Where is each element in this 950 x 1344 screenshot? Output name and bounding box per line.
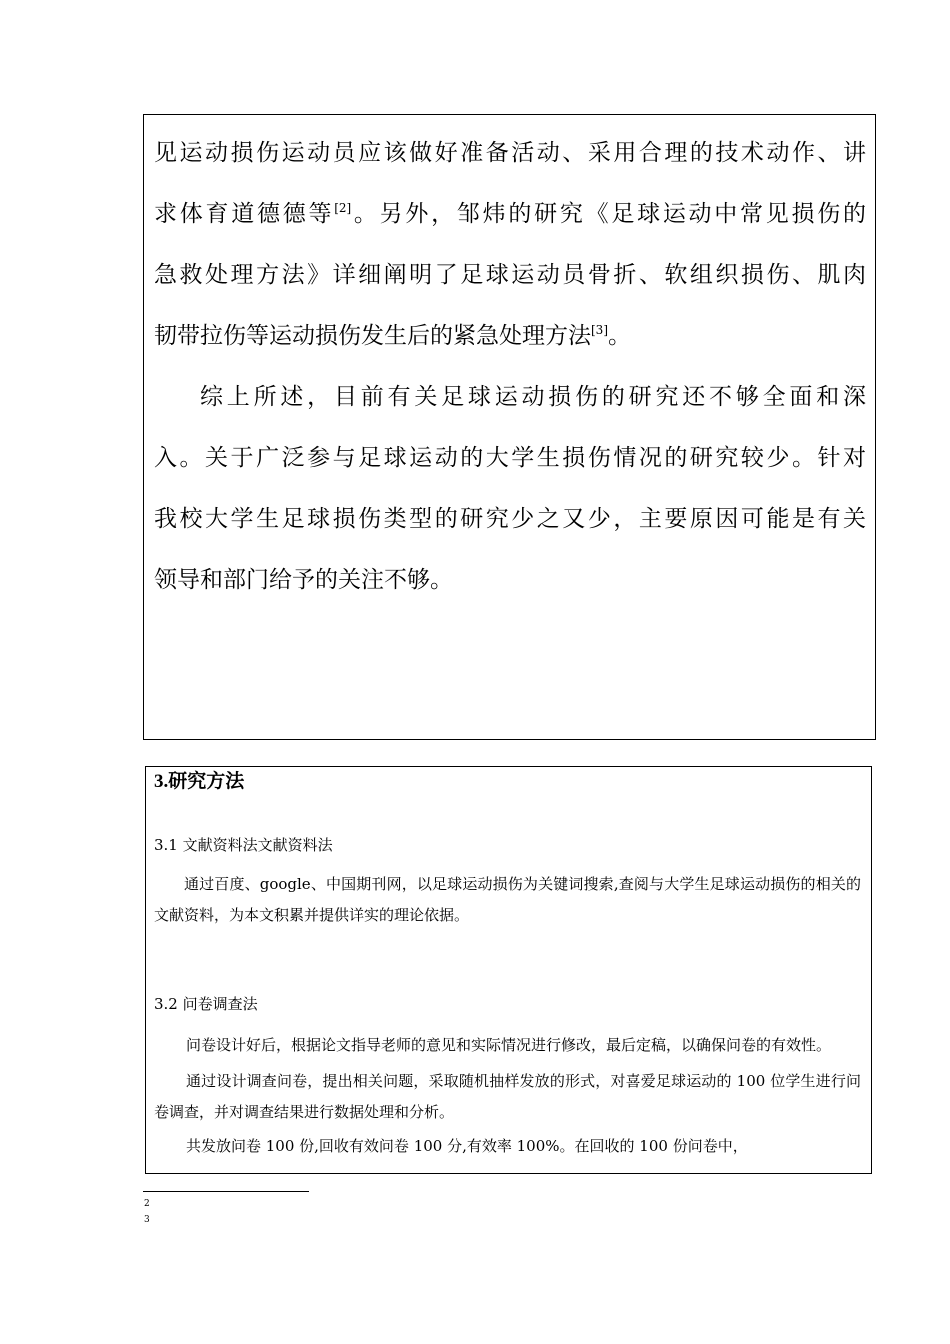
- body-text: 。: [608, 323, 631, 349]
- body-line: 急救处理方法》详细阐明了足球运动员骨折、软组织损伤、肌肉: [154, 262, 866, 288]
- body-line: 我校大学生足球损伤类型的研究少之又少，主要原因可能是有关: [154, 506, 866, 532]
- paragraph: 共发放问卷 100 份,回收有效问卷 100 分,有效率 100%。在回收的 100 份问卷中，: [186, 1137, 748, 1155]
- paragraph: 通过百度、google、中国期刊网，以足球运动损伤为关键词搜索,查阅与大学生足球运动损伤的相关的文献资料，为本文积累并提供详实的理论依据。: [154, 875, 861, 924]
- subsection-heading: 3.2 问卷调查法: [154, 995, 258, 1013]
- text-box-literature-review: [143, 114, 876, 740]
- paragraph: 通过设计调查问卷，提出相关问题，采取随机抽样发放的形式，对喜爱足球运动的 100 位学生进行问卷调查，并对调查结果进行数据处理和分析。: [154, 1072, 861, 1121]
- citation-ref-3[interactable]: [3]: [591, 323, 608, 337]
- subsection-heading: 3.1 文献资料法文献资料法: [154, 836, 333, 854]
- section-title: 3.研究方法: [154, 771, 245, 792]
- body-text: 韧带拉伤等运动损伤发生后的紧急处理方法: [154, 323, 591, 349]
- body-line: [154, 306, 866, 367]
- body-line: 见运动损伤运动员应该做好准备活动、采用合理的技术动作、讲: [154, 140, 866, 166]
- body-line: 综上所述，目前有关足球运动损伤的研究还不够全面和深: [200, 384, 866, 410]
- footnote-2: 2: [144, 1199, 150, 1209]
- body-line: 领导和部门给予的关注不够。: [154, 567, 453, 593]
- body-line: [154, 184, 866, 245]
- body-line: 入。关于广泛参与足球运动的大学生损伤情况的研究较少。针对: [154, 445, 866, 471]
- footnote-3: 3: [144, 1215, 150, 1225]
- footnote-separator: [143, 1191, 309, 1192]
- citation-ref-2[interactable]: [2]: [334, 201, 352, 215]
- body-text: 。另外，邹炜的研究《足球运动中常见损伤的: [351, 201, 867, 227]
- text-box-research-methods: [145, 766, 872, 1174]
- body-text: 求体育道德德等: [154, 201, 335, 227]
- paragraph: 问卷设计好后，根据论文指导老师的意见和实际情况进行修改，最后定稿，以确保问卷的有效性。: [186, 1036, 832, 1054]
